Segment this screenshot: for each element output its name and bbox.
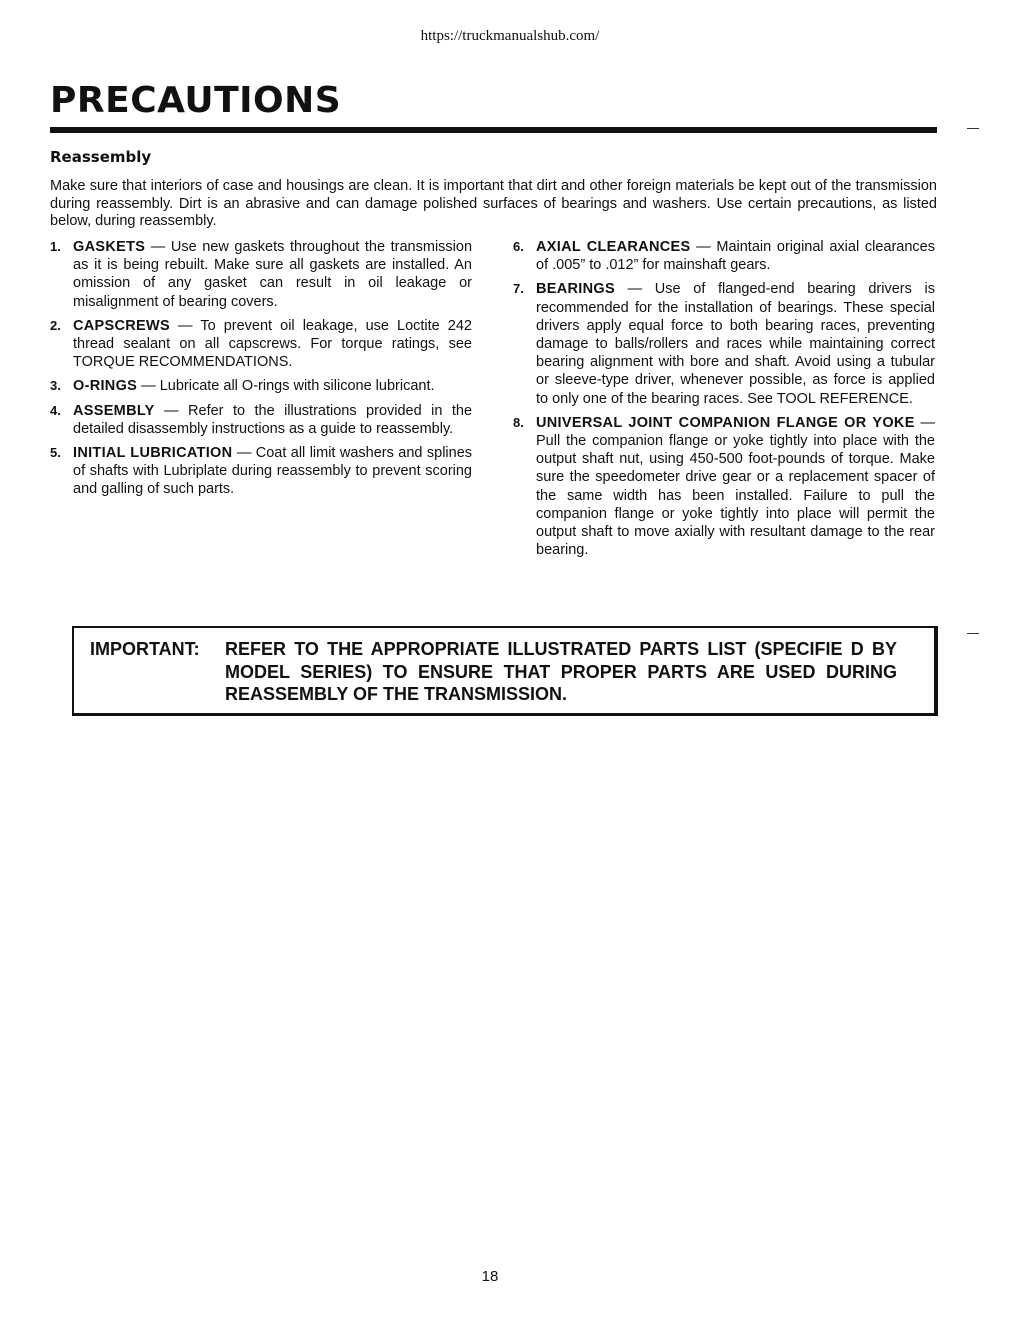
intro-paragraph: Make sure that interiors of case and housings are clean. It is important that dirt and other foreign materials be kept out of the transmission during reassembly. Dirt is an abrasive and can damage polished surfaces of bearings and washers. Use certain precautions, as listed below, during reassembly. [50, 178, 937, 229]
precaution-item [513, 414, 935, 560]
item-heading: BEARINGS [536, 281, 615, 298]
item-number: 7. [513, 281, 524, 297]
item-text: — Lubricate all O-rings with silicone lubricant. [141, 378, 435, 395]
item-number: 5. [50, 445, 61, 461]
precaution-item [513, 238, 935, 274]
item-number: 8. [513, 414, 524, 430]
source-url[interactable]: https://truckmanualshub.com/ [420, 28, 600, 44]
item-heading: GASKETS [73, 239, 146, 255]
item-heading: ASSEMBLY [73, 402, 155, 419]
page-number: 18 [481, 1268, 499, 1285]
item-number: 6. [513, 239, 524, 254]
precaution-item [50, 238, 472, 311]
item-text: — To prevent oil leakage, use Loctite 242 thread sealant on all capscrews. For torque ratings, see TORQUE RECOMMENDATIONS. [73, 317, 472, 371]
important-notice-box [72, 626, 938, 716]
precaution-item [50, 444, 472, 499]
item-text: — Pull the companion flange or yoke tightly into place with the output shaft nut, using 450-500 foot-pounds of torque. Make sure the speedometer drive gear or a replacement spacer of the same width has been installed. Failure to pull the companion flange or yoke tightly into place will permit the output shaft to move axially with resultant damage to the rear bearing. [536, 414, 935, 559]
left-column [50, 238, 472, 499]
item-heading: UNIVERSAL JOINT COMPANION FLANGE OR YOKE [536, 414, 915, 431]
page-title: PRECAUTIONS [50, 80, 342, 121]
item-text: — Refer to the illustrations provided in the detailed disassembly instructions as a guide to reassembly. [73, 402, 473, 437]
item-number: 4. [50, 402, 61, 418]
item-heading: CAPSCREWS [73, 317, 170, 334]
item-number: 2. [50, 317, 61, 333]
margin-mark [967, 633, 979, 634]
right-column [513, 238, 935, 559]
item-heading: O-RINGS [73, 378, 138, 395]
important-text: REFER TO THE APPROPRIATE ILLUSTRATED PARTS LIST (SPECIFIE D BY MODEL SERIES) TO ENSURE THAT PROPER PARTS ARE USED DURING REASSEMBLY OF THE TRANSMISSION. [225, 639, 897, 704]
item-text: — Use of flanged-end bearing drivers is recommended for the installation of bearings. These special drivers apply equal force to both bearing races, preventing damage to balls/rollers and races while maintaining correct bearing alignment with bore and shaft. Avoid using a tubular or sleeve-type driver, whenever possible, as force is applied to only one of the bearing races. See TOOL REFERENCE. [536, 281, 936, 407]
precaution-item [50, 377, 472, 395]
item-text: — Coat all limit washers and splines of shafts with Lubriplate during reassembly to prevent scoring and galling of such parts. [73, 445, 473, 498]
item-text: — Use new gaskets throughout the transmission as it is being rebuilt. Make sure all gaskets are installed. An omission of any gasket can result in oil leakage or misalignment of bearing covers. [73, 239, 473, 310]
item-heading: AXIAL CLEARANCES [536, 239, 691, 255]
item-number: 3. [50, 378, 61, 394]
precaution-item [513, 280, 935, 407]
section-subtitle: Reassembly [50, 148, 152, 166]
item-text: — Maintain original axial clearances of .005” to .012” for mainshaft gears. [536, 239, 935, 274]
item-heading: INITIAL LUBRICATION [73, 445, 233, 462]
margin-mark [967, 128, 979, 129]
item-number: 1. [50, 239, 61, 254]
precaution-item [50, 402, 472, 438]
precaution-item [50, 317, 472, 372]
important-label: IMPORTANT: [90, 639, 200, 659]
title-rule [50, 127, 937, 133]
